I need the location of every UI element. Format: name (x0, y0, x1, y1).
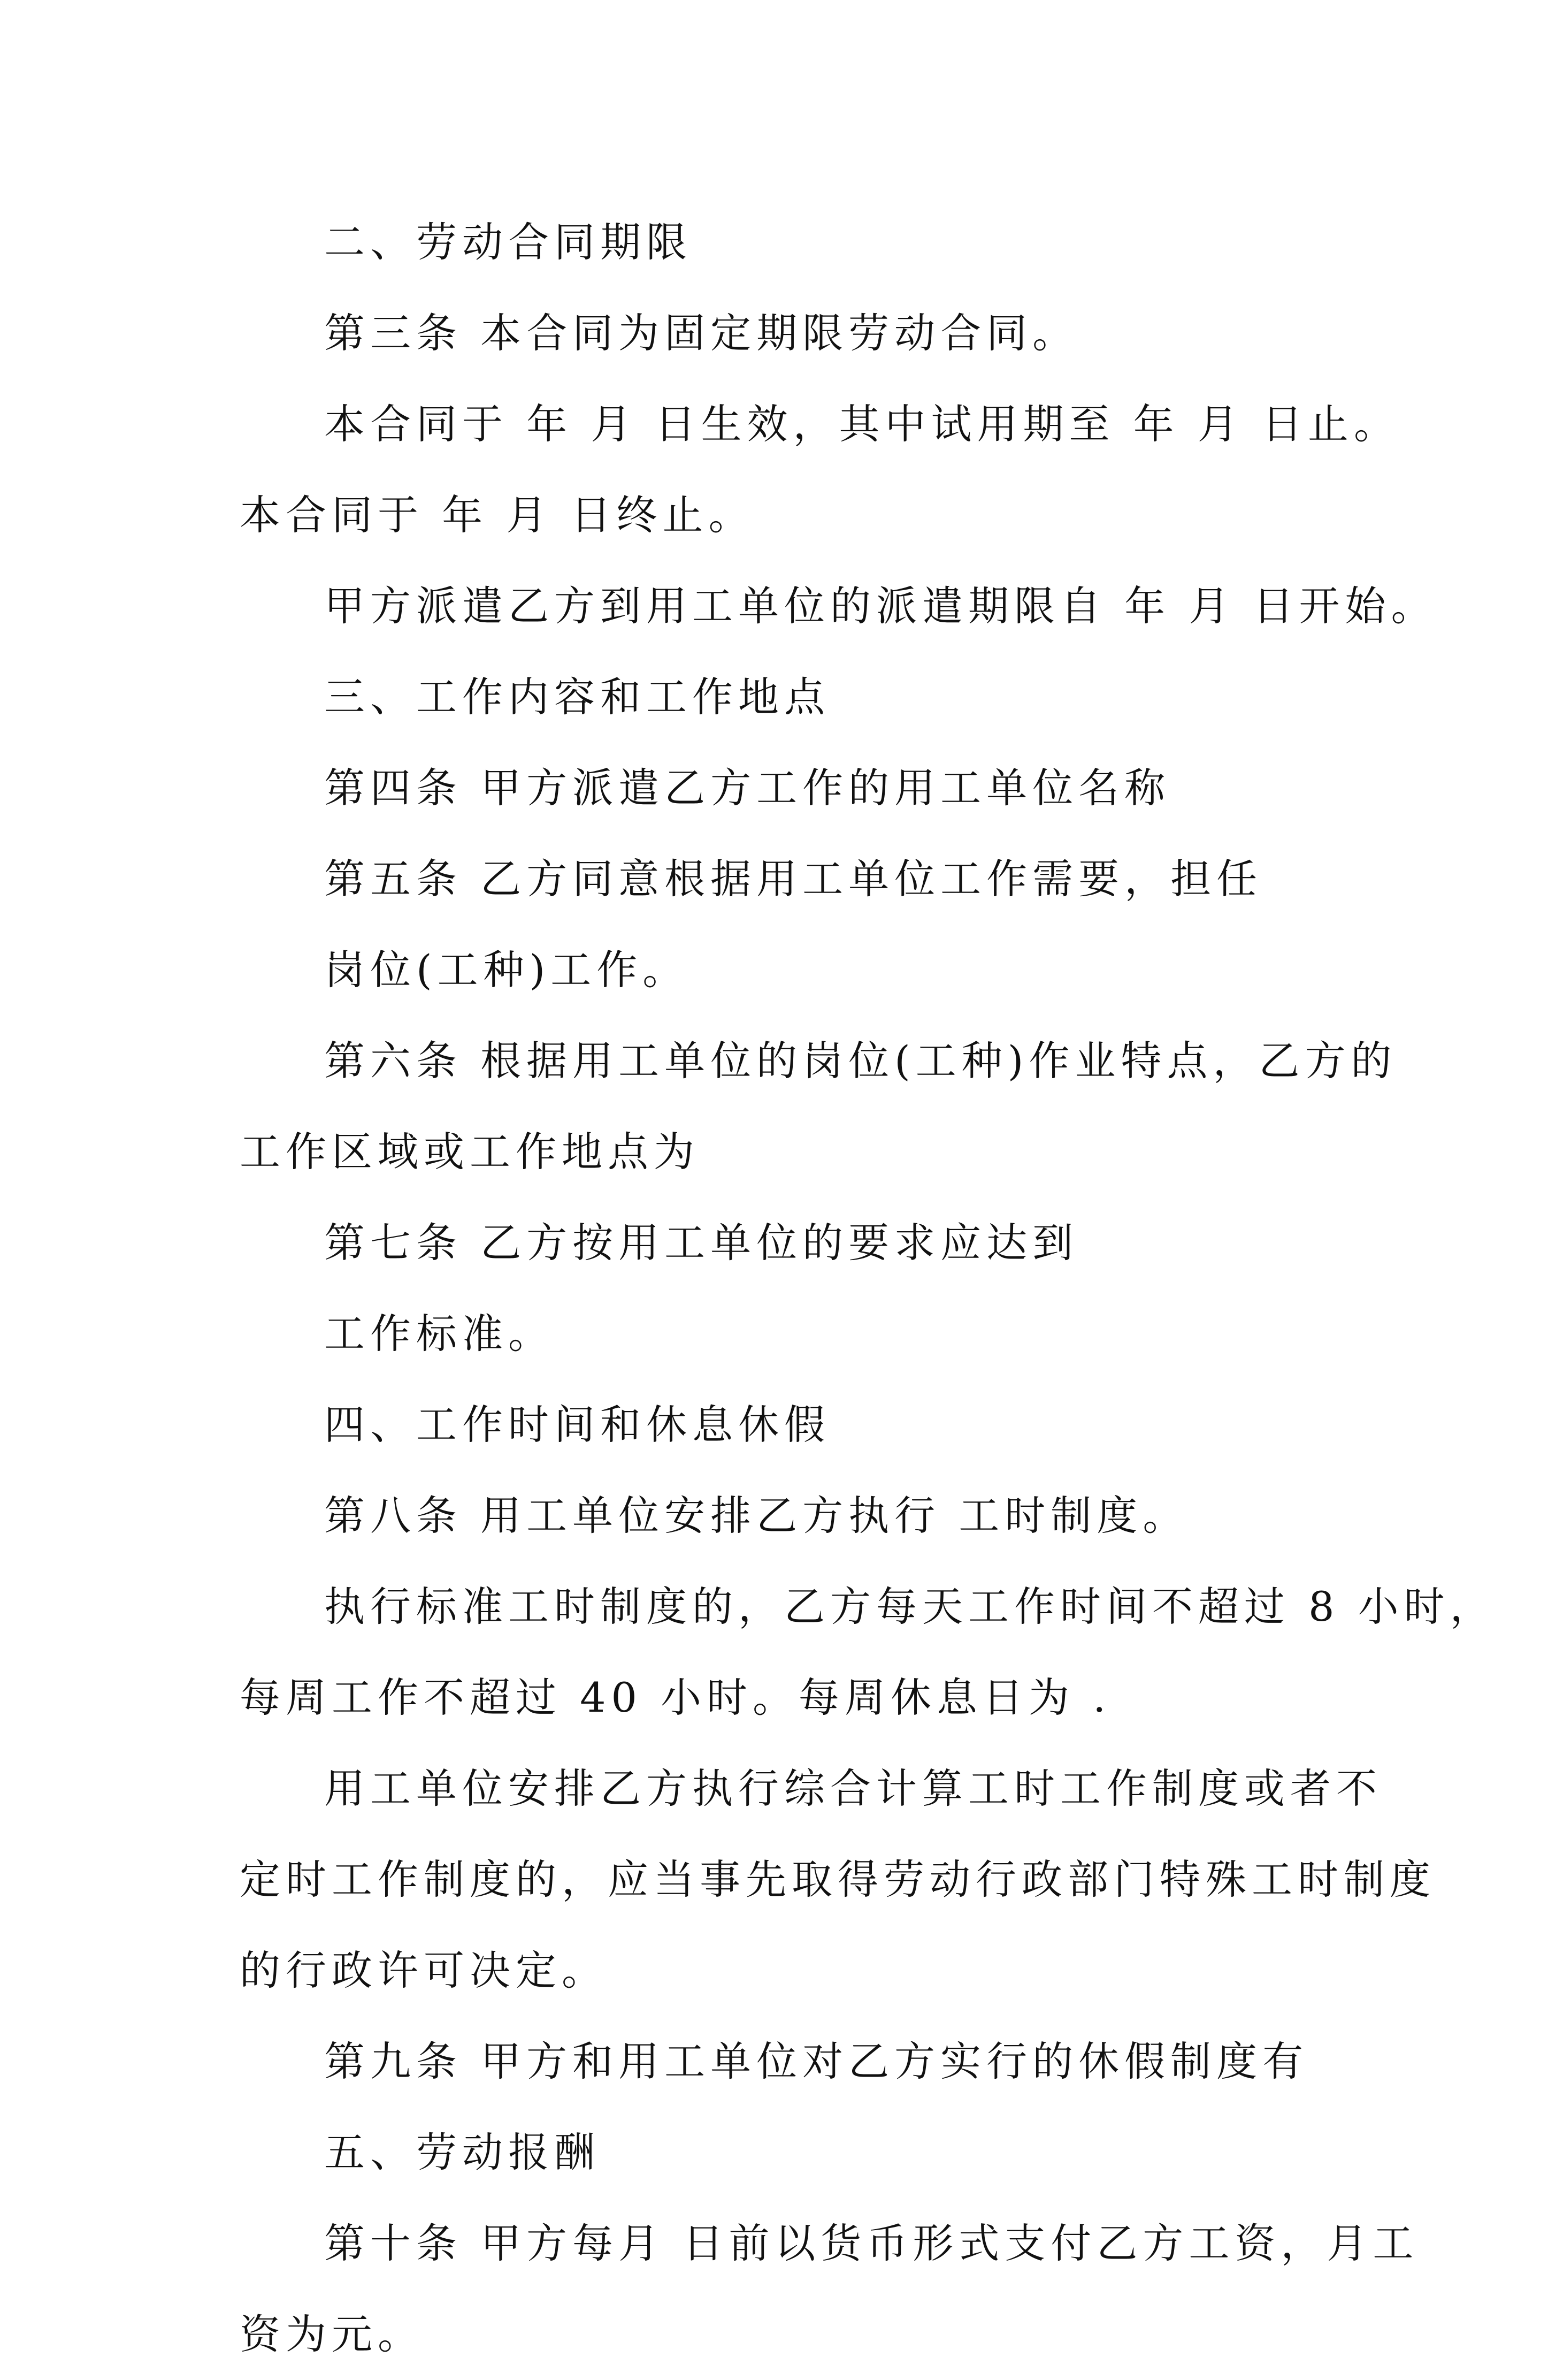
dispatch-period-text: 甲方派遣乙方到用工单位的派遣期限自 年 月 日开始。 (324, 582, 1437, 630)
section-heading-work-hours: 四、工作时间和休息休假 (324, 1401, 830, 1448)
special-hours-continued: 定时工作制度的，应当事先取得劳动行政部门特殊工时制度 (240, 1856, 1436, 1903)
article-8: 第八条 用工单位安排乙方执行 工时制度。 (324, 1492, 1189, 1539)
effective-date-text: 本合同于 年 月 日生效，其中试用期至 年 月 日止。 (324, 400, 1400, 448)
article-10: 第十条 甲方每月 日前以货币形式支付乙方工资，月工 (324, 2219, 1419, 2267)
section-heading-remuneration: 五、劳动报酬 (324, 2129, 600, 2176)
standard-hours-continued: 每周工作不超过 40 小时。每周休息日为 . (240, 1674, 1112, 1721)
special-hours-text: 用工单位安排乙方执行综合计算工时工作制度或者不 (324, 1765, 1382, 1812)
document-body (240, 197, 1496, 2380)
article-6-continued: 工作区域或工作地点为 (240, 1128, 700, 1176)
article-7: 第七条 乙方按用工单位的要求应达到 (324, 1219, 1079, 1267)
section-heading-work-content: 三、工作内容和工作地点 (324, 673, 830, 721)
article-5: 第五条 乙方同意根据用工单位工作需要，担任 (324, 855, 1263, 903)
article-7-continued: 工作标准。 (324, 1310, 554, 1357)
termination-date-text: 本合同于 年 月 日终止。 (240, 491, 755, 539)
special-hours-continued-2: 的行政许可决定。 (240, 1947, 608, 1994)
standard-hours-text: 执行标准工时制度的，乙方每天工作时间不超过 8 小时， (324, 1583, 1496, 1630)
article-10-continued: 资为元。 (240, 2310, 424, 2358)
section-heading-contract-term: 二、劳动合同期限 (324, 218, 692, 266)
article-5-continued: 岗位(工种)工作。 (324, 946, 689, 994)
article-9: 第九条 甲方和用工单位对乙方实行的休假制度有 (324, 2038, 1309, 2085)
article-4: 第四条 甲方派遣乙方工作的用工单位名称 (324, 764, 1171, 812)
article-3: 第三条 本合同为固定期限劳动合同。 (324, 309, 1079, 357)
article-6: 第六条 根据用工单位的岗位(工种)作业特点，乙方的 (324, 1037, 1397, 1085)
